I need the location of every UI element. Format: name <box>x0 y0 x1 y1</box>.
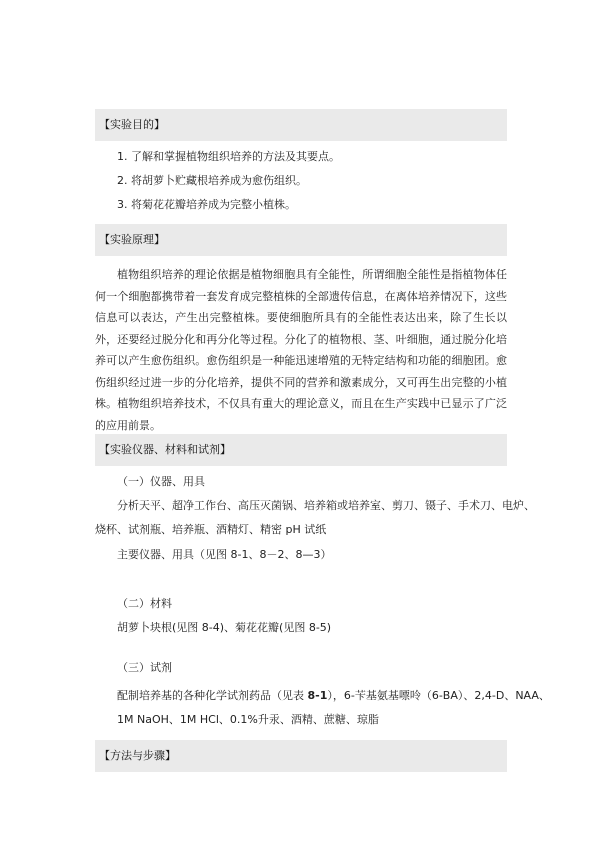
item-text: 将胡萝卜贮藏根培养成为愈伤组织。 <box>131 174 307 187</box>
materials-line-1: 胡萝卜块根(见图 8-4)、菊花花瓣(见图 8-5) <box>117 621 332 634</box>
item-text: 将菊花花瓣培养成为完整小植株。 <box>131 198 296 211</box>
purpose-item-2 <box>117 173 307 189</box>
item-number: 2. <box>117 174 128 187</box>
reagents-line-2: 1M NaOH、1M HCl、0.1%升汞、酒精、蔗糖、琼脂 <box>117 713 379 726</box>
item-number: 1. <box>117 150 128 163</box>
section-heading-materials: 【实验仪器、材料和试剂】 <box>95 434 507 466</box>
principle-text: 植物组织培养的理论依据是植物细胞具有全能性，所谓细胞全能性是指植物体任何一个细胞都携带着一套发育成完整植株的全部遗传信息，在离体培养情况下，这些信息可以表达，产生出完整植株。要使细胞所具有的全能性表达出来，除了生长以外，还要经过脱分化和再分化等过程。分化了的植物根、茎、叶细胞，通过脱分化培养可以产生愈伤组织。愈伤组织是一种能迅速增殖的无特定结构和功能的细胞团。愈伤组织经过进一步的分化培养，提供不同的营养和激素成分，又可再生出完整的小植株。植物组织培养技术，不仅具有重大的理论意义，而且在生产实践中已显示了广泛的应用前景。 <box>95 268 507 432</box>
section-heading-purpose: 【实验目的】 <box>95 109 507 141</box>
reagents-text-c: ），6-苄基氨基嘌呤（6-BA）、2,4-D、NAA、 <box>327 689 550 702</box>
subsection-title-reagents: （三）试剂 <box>117 661 172 674</box>
subsection-title-materials: （二）材料 <box>117 597 172 610</box>
purpose-item-3 <box>117 197 296 213</box>
reagents-line-1 <box>117 688 550 704</box>
table-reference: 8-1 <box>307 689 328 702</box>
item-text: 了解和掌握植物组织培养的方法及其要点。 <box>131 150 340 163</box>
section-heading-principle: 【实验原理】 <box>95 224 507 256</box>
instruments-line-3: 主要仪器、用具（见图 8-1、8－2、8—3） <box>117 548 332 561</box>
instruments-line-2: 烧杯、试剂瓶、培养瓶、酒精灯、精密 pH 试纸 <box>95 523 327 536</box>
purpose-item-1 <box>117 149 340 165</box>
principle-paragraph <box>95 264 507 436</box>
instruments-line-1: 分析天平、超净工作台、高压灭菌锅、培养箱或培养室、剪刀、镊子、手术刀、电炉、 <box>117 499 535 512</box>
reagents-text-a: 配制培养基的各种化学试剂药品（见表 <box>117 689 308 702</box>
item-number: 3. <box>117 198 128 211</box>
section-heading-methods: 【方法与步骤】 <box>95 740 507 772</box>
subsection-title-instruments: （一）仪器、用具 <box>117 475 205 488</box>
